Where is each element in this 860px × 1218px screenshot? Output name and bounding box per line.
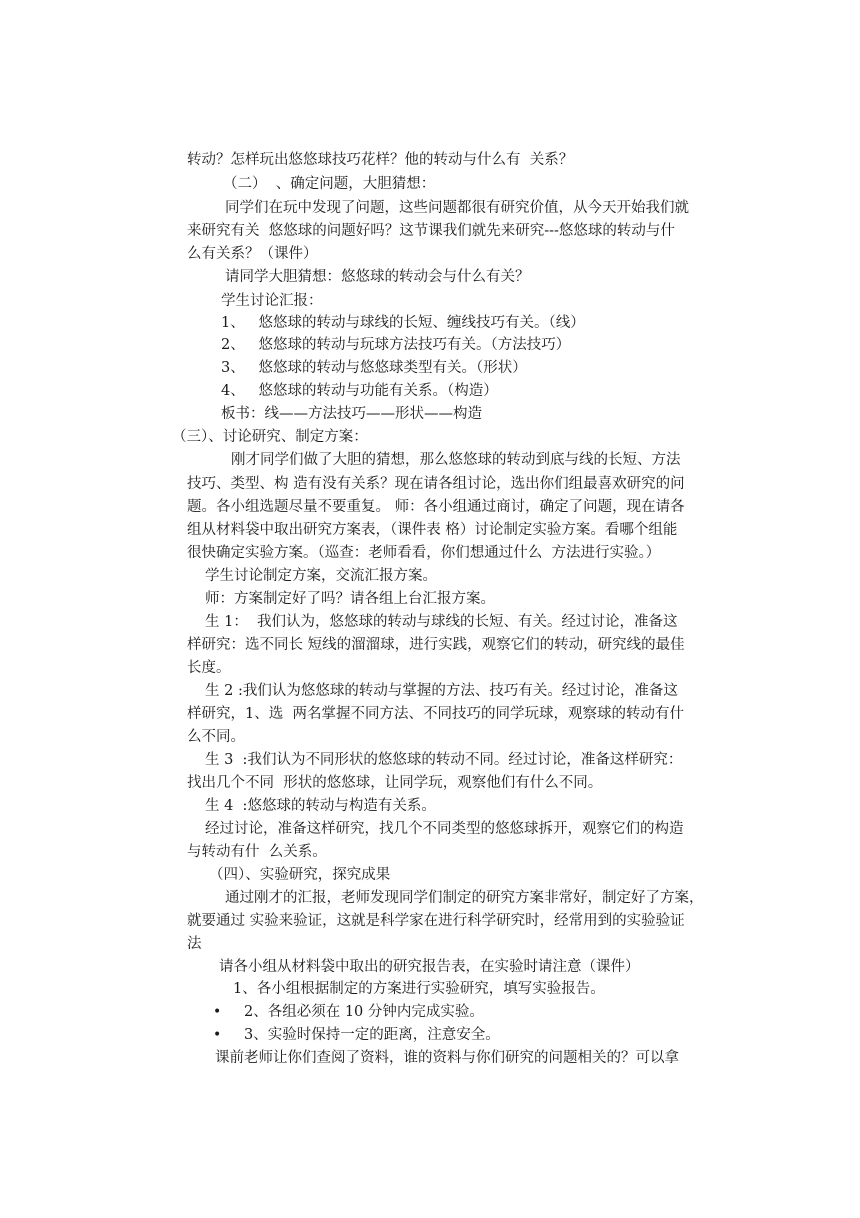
text-line: 么有关系？（课件） bbox=[187, 246, 318, 262]
text-line: 很快确定实验方案。（巡查：老师看看，你们想通过什么 方法进行实验。） bbox=[187, 545, 661, 561]
text-line: 通过刚才的汇报，老师发现同学们制定的研究方案非常好，制定好了方案， bbox=[225, 890, 704, 906]
text-line: 法 bbox=[187, 936, 202, 952]
text-line: 课前老师让你们查阅了资料，谁的资料与你们研究的问题相关的？可以拿 bbox=[215, 1050, 679, 1066]
text-line: 同学们在玩中发现了问题，这些问题都很有研究价值，从今天开始我们就 bbox=[225, 200, 689, 216]
text-line: 师：方案制定好了吗？请各组上台汇报方案。 bbox=[205, 591, 495, 607]
text-line: 生 3 :我们认为不同形状的悠悠球的转动不同。经过讨论，准备这样研究： bbox=[205, 752, 683, 768]
text-line: 请同学大胆猜想：悠悠球的转动会与什么有关？ bbox=[225, 269, 530, 285]
text-line: 找出几个不同 形状的悠悠球，让同学玩，观察他们有什么不同。 bbox=[187, 775, 603, 791]
text-line: 长度。 bbox=[187, 660, 231, 676]
bullet-icon: • bbox=[213, 1004, 222, 1020]
text-line: 与转动有什 么关系。 bbox=[187, 844, 327, 860]
bullet-icon: • bbox=[213, 1027, 222, 1043]
text-line: 板书：线——方法技巧——形状——构造 bbox=[221, 406, 482, 422]
list-item: 1、 悠悠球的转动与球线的长短、缠线技巧有关。（线） bbox=[221, 315, 585, 331]
list-item: 2、各组必须在 10 分钟内完成实验。 bbox=[244, 1004, 484, 1020]
section-heading: （三）、讨论研究、制定方案： bbox=[172, 429, 368, 445]
list-item: 3、 悠悠球的转动与悠悠球类型有关。（形状） bbox=[221, 360, 527, 376]
text-line: 样研究，1、选 两名掌握不同方法、不同技巧的同学玩球，观察球的转动有什 bbox=[187, 706, 684, 722]
text-line: 技巧、类型、构 造有没有关系？现在请各组讨论，选出你们组最喜欢研究的问 bbox=[187, 476, 685, 492]
text-line: 么不同。 bbox=[187, 729, 245, 745]
text-line: 样研究：选不同长 短线的溜溜球，进行实践，观察它们的转动，研究线的最佳 bbox=[187, 637, 685, 653]
list-item: 2、 悠悠球的转动与玩球方法技巧有关。（方法技巧） bbox=[221, 337, 571, 353]
list-item: 3、实验时保持一定的距离，注意安全。 bbox=[244, 1027, 500, 1043]
section-heading: （二） 、确定问题，大胆猜想： bbox=[223, 176, 436, 192]
text-line: 来研究有关 悠悠球的问题好吗？这节课我们就先来研究---悠悠球的转动与什 bbox=[187, 223, 675, 239]
text-line: 学生讨论制定方案，交流汇报方案。 bbox=[205, 568, 437, 584]
text-line: 转动？怎样玩出悠悠球技巧花样？他的转动与什么有 关系？ bbox=[187, 152, 574, 168]
text-line: 刚才同学们做了大胆的猜想，那么悠悠球的转动到底与线的长短、方法 bbox=[231, 452, 681, 468]
text-line: 请各小组从材料袋中取出的研究报告表，在实验时请注意（课件） bbox=[219, 959, 640, 975]
text-line: 生 4 :悠悠球的转动与构造有关系。 bbox=[205, 798, 436, 814]
text-line: 组从材料袋中取出研究方案表，（课件表 格）讨论制定实验方案。看哪个组能 bbox=[187, 522, 678, 538]
text-line: 题。各小组选题尽量不要重复。 师：各小组通过商讨，确定了问题，现在请各 bbox=[187, 499, 685, 515]
list-item: 1、各小组根据制定的方案进行实验研究，填写实验报告。 bbox=[233, 981, 605, 997]
text-line: 生 1： 我们认为，悠悠球的转动与球线的长短、有关。经过讨论，准备这 bbox=[205, 614, 678, 630]
section-heading: （四）、实验研究，探究成果 bbox=[209, 867, 391, 883]
text-line: 就要通过 实验来验证，这就是科学家在进行科学研究时，经常用到的实验验证 bbox=[187, 913, 685, 929]
text-line: 学生讨论汇报： bbox=[221, 293, 323, 309]
text-line: 经过讨论，准备这样研究，找几个不同类型的悠悠球拆开，观察它们的构造 bbox=[205, 821, 684, 837]
text-line: 生 2 :我们认为悠悠球的转动与掌握的方法、技巧有关。经过讨论，准备这 bbox=[205, 683, 678, 699]
list-item: 4、 悠悠球的转动与功能有关系。（构造） bbox=[221, 383, 498, 399]
